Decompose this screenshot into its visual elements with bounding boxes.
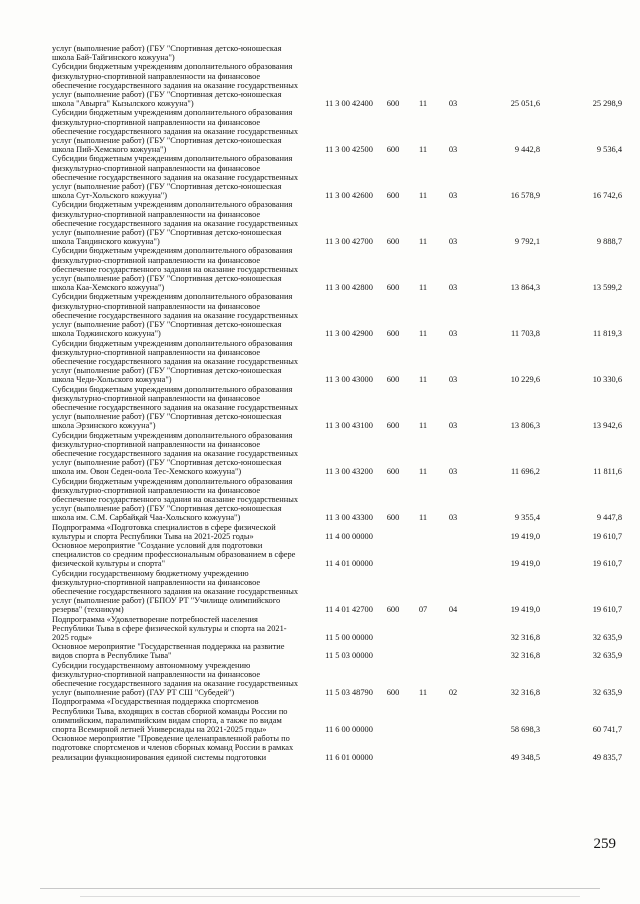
row-amount-2022: 11 811,6 [593, 467, 622, 477]
budget-table [52, 44, 622, 762]
table-row [52, 697, 622, 734]
row-amount-2022: 25 298,9 [592, 99, 622, 109]
row-pr [438, 541, 468, 569]
row-amount-2021: 19 419,0 [510, 605, 540, 615]
row-rz: 11 [418, 688, 428, 698]
row-pr: 03 [448, 145, 458, 155]
row-vr [378, 523, 408, 541]
table-row [52, 615, 622, 643]
table-row [52, 541, 622, 569]
row-amount-2022: 19 610,7 [592, 531, 622, 541]
row-name: Основное мероприятие "Проведение целенаправленной работы по подготовке спортсменов и членов сборных команд России в рамках реализации функционирования единой системы подготовки [52, 734, 294, 762]
row-pr: 02 [448, 688, 458, 698]
row-vr: 600 [386, 513, 400, 523]
row-vr: 600 [386, 237, 400, 247]
row-amount-2021: 9 792,1 [514, 237, 540, 247]
table-row [52, 62, 622, 108]
row-pr: 03 [448, 329, 458, 339]
row-rz [408, 642, 438, 660]
row-amount-2021: 16 578,9 [510, 191, 540, 201]
table-row [52, 200, 622, 246]
row-amount-2022: 60 741,7 [592, 725, 622, 735]
row-pr: 03 [448, 191, 458, 201]
row-name: Субсидии бюджетным учреждениям дополнительного образования физкультурно-спортивной направленности на финансовое обеспечение государственного задания на оказание государственных услуг (выполнение работ) (ГБУ "Спортивная детско-юношеская школа Каа-Хемского кожууна") [52, 246, 299, 293]
table-row [52, 246, 622, 292]
row-amount-2021 [468, 44, 540, 62]
row-pr [438, 523, 468, 541]
row-pr [438, 642, 468, 660]
row-pr [438, 734, 468, 762]
row-amount-2022: 49 835,7 [592, 752, 622, 762]
table-row [52, 523, 622, 541]
row-name: Субсидии бюджетным учреждениям дополнительного образования физкультурно-спортивной направленности на финансовое обеспечение государственного задания на оказание государственных услуг (выполнение работ) (ГБУ "Спортивная детско-юношеская школа Чеди-Хольского кожууна") [52, 338, 299, 385]
row-vr [378, 44, 408, 62]
row-rz [408, 615, 438, 643]
table-row [52, 339, 622, 385]
row-code: 11 3 00 42600 [325, 191, 373, 201]
row-amount-2022: 11 819,3 [592, 329, 622, 339]
row-pr: 03 [448, 421, 458, 431]
row-name: Субсидии бюджетным учреждениям дополнительного образования физкультурно-спортивной направленности на финансовое обеспечение государственного задания на оказание государственных услуг (выполнение работ) (ГБУ "Спортивная детско-юношеская школа "Авырга" Кызылского кожууна") [52, 62, 299, 109]
row-vr: 600 [386, 191, 400, 201]
row-pr: 03 [448, 513, 458, 523]
row-rz [408, 44, 438, 62]
row-name: Субсидии бюджетным учреждениям дополнительного образования физкультурно-спортивной направленности на финансовое обеспечение государственного задания на оказание государственных услуг (выполнение работ) (ГБУ "Спортивная детско-юношеская школа им. Овон Седен-оола Тес-Хемского кожууна") [52, 430, 299, 477]
scan-edge-line [40, 888, 600, 889]
row-rz [408, 734, 438, 762]
row-amount-2022: 13 942,6 [592, 421, 622, 431]
row-name: Субсидии государственному бюджетному учреждению физкультурно-спортивной направленности на финансовое обеспечение государственного задания на оказание государственных услуг (выполнение работ) (ГБПОУ РТ "Училище олимпийского резерва" (техникум) [52, 568, 299, 615]
table-body [52, 44, 622, 762]
table-row [52, 661, 622, 698]
row-code: 11 5 03 48790 [325, 688, 373, 698]
row-pr: 03 [448, 283, 458, 293]
row-amount-2022: 19 610,7 [592, 559, 622, 569]
row-amount-2021: 32 316,8 [510, 688, 540, 698]
row-code: 11 4 01 00000 [325, 559, 373, 569]
row-vr: 600 [386, 375, 400, 385]
row-rz: 07 [418, 605, 428, 615]
table-row [52, 154, 622, 200]
row-name: Субсидии бюджетным учреждениям дополнительного образования физкультурно-спортивной направленности на финансовое обеспечение государственного задания на оказание государственных услуг (выполнение работ) (ГБУ "Спортивная детско-юношеская школа Пий-Хемского кожууна") [52, 108, 299, 155]
row-name: Субсидии бюджетным учреждениям дополнительного образования физкультурно-спортивной направленности на финансовое обеспечение государственного задания на оказание государственных услуг (выполнение работ) (ГБУ "Спортивная детско-юношеская школа Тандинского кожууна") [52, 200, 299, 247]
row-amount-2022: 9 888,7 [596, 237, 622, 247]
row-amount-2022: 32 635,9 [592, 688, 622, 698]
row-name: Субсидии государственному автономному учреждению физкультурно-спортивной направленности на финансовое обеспечение государственного задания на оказание государственных услуг (выполнение работ) (ГАУ РТ СШ "Субедей") [52, 660, 299, 698]
row-amount-2022: 19 610,7 [592, 605, 622, 615]
table-row [52, 734, 622, 762]
row-code [320, 44, 378, 62]
row-rz: 11 [418, 513, 428, 523]
row-amount-2021: 19 419,0 [510, 531, 540, 541]
row-amount-2021: 58 698,3 [510, 725, 540, 735]
row-code: 11 6 01 00000 [325, 752, 373, 762]
row-vr [378, 642, 408, 660]
row-rz [408, 697, 438, 734]
row-vr: 600 [386, 99, 400, 109]
row-amount-2022: 9 536,4 [596, 145, 622, 155]
row-amount-2021: 13 806,3 [510, 421, 540, 431]
row-amount-2021: 25 051,6 [510, 99, 540, 109]
row-code: 11 3 00 42500 [325, 145, 373, 155]
row-name: Основное мероприятие "Создание условий для подготовки специалистов со средним профессиональным образованием в сфере физической культуры и спорта" [52, 540, 296, 569]
row-rz [408, 541, 438, 569]
row-amount-2021: 19 419,0 [510, 559, 540, 569]
row-vr: 600 [386, 688, 400, 698]
row-amount-2021: 32 316,8 [510, 633, 540, 642]
row-code: 11 3 00 42900 [325, 329, 373, 339]
row-name: Субсидии бюджетным учреждениям дополнительного образования физкультурно-спортивной направленности на финансовое обеспечение государственного задания на оказание государственных услуг (выполнение работ) (ГБУ "Спортивная детско-юношеская школа Тоджинского кожууна") [52, 292, 299, 339]
row-pr [438, 44, 468, 62]
row-code: 11 5 03 00000 [325, 651, 373, 661]
row-pr: 03 [448, 467, 458, 477]
row-vr [378, 697, 408, 734]
row-pr [438, 697, 468, 734]
row-amount-2022: 32 635,9 [592, 633, 622, 642]
row-vr: 600 [386, 467, 400, 477]
row-amount-2021: 32 316,8 [510, 651, 540, 661]
row-name: услуг (выполнение работ) (ГБУ "Спортивная детско-юношеская школа Бай-Тайгинского кожууна") [52, 44, 282, 63]
row-rz: 11 [418, 237, 428, 247]
row-amount-2021: 11 703,8 [510, 329, 540, 339]
row-rz: 11 [418, 421, 428, 431]
table-row [52, 431, 622, 477]
row-name: Основное мероприятие "Государственная поддержка на развитие видов спорта в Республике Тыва" [52, 642, 285, 661]
table-row [52, 292, 622, 338]
row-amount-2021: 13 864,3 [510, 283, 540, 293]
row-name: Подпрограмма «Подготовка специалистов в сфере физической культуры и спорта Республики Тыва на 2021-2025 годы» [52, 522, 276, 541]
row-rz: 11 [418, 329, 428, 339]
row-pr: 03 [448, 99, 458, 109]
table-row [52, 108, 622, 154]
row-vr: 600 [386, 605, 400, 615]
row-pr: 04 [448, 605, 458, 615]
row-amount-2021: 9 442,8 [514, 145, 540, 155]
row-rz: 11 [418, 283, 428, 293]
page-number: 259 [593, 836, 616, 852]
row-amount-2021: 9 355,4 [514, 513, 540, 523]
table-row [52, 477, 622, 523]
row-code: 11 6 00 00000 [325, 725, 373, 735]
row-code: 11 3 00 43000 [325, 375, 373, 385]
row-rz: 11 [418, 467, 428, 477]
row-vr: 600 [386, 283, 400, 293]
row-vr: 600 [386, 145, 400, 155]
table-row [52, 44, 622, 62]
row-name: Субсидии бюджетным учреждениям дополнительного образования физкультурно-спортивной направленности на финансовое обеспечение государственного задания на оказание государственных услуг (выполнение работ) (ГБУ "Спортивная детско-юношеская школа Эрзинского кожууна") [52, 384, 299, 431]
row-rz: 11 [418, 99, 428, 109]
row-code: 11 4 00 00000 [325, 531, 373, 541]
row-code: 11 4 01 42700 [325, 605, 373, 615]
row-amount-2022: 32 635,9 [592, 651, 622, 661]
scan-edge-line [80, 896, 580, 897]
table-row [52, 642, 622, 660]
row-pr: 03 [448, 237, 458, 247]
row-name: Подпрограмма «Государственная поддержка спортсменов Республики Тыва, входящих в состав сборной команды России по олимпийским, паралимпийским видам спорта, а также по видам спорта Всемирной летней Универсиады на 2021-2025 годы» [52, 697, 288, 735]
row-vr [378, 734, 408, 762]
row-vr: 600 [386, 421, 400, 431]
row-vr [378, 615, 408, 643]
table-row [52, 569, 622, 615]
row-amount-2022: 10 330,6 [592, 375, 622, 385]
row-code: 11 3 00 43100 [325, 421, 373, 431]
row-amount-2021: 49 348,5 [510, 752, 540, 762]
row-name: Подпрограмма «Удовлетворение потребностей населения Республики Тыва в сфере физической культуры и спорта на 2021- 2025 годы» [52, 614, 287, 642]
row-name: Субсидии бюджетным учреждениям дополнительного образования физкультурно-спортивной направленности на финансовое обеспечение государственного задания на оказание государственных услуг (выполнение работ) (ГБУ "Спортивная детско-юношеская школа Сут-Хольского кожууна") [52, 154, 299, 201]
table-row [52, 385, 622, 431]
row-code: 11 3 00 42400 [325, 99, 373, 109]
row-code: 11 3 00 43300 [325, 513, 373, 523]
row-amount-2022: 16 742,6 [592, 191, 622, 201]
row-rz: 11 [418, 145, 428, 155]
row-vr: 600 [386, 329, 400, 339]
row-amount-2022: 13 599,2 [592, 283, 622, 293]
row-code: 11 5 00 00000 [325, 633, 373, 642]
row-amount-2022 [540, 44, 622, 62]
row-pr [438, 615, 468, 643]
row-code: 11 3 00 42700 [325, 237, 373, 247]
row-rz: 11 [418, 375, 428, 385]
row-code: 11 3 00 42800 [325, 283, 373, 293]
row-pr: 03 [448, 375, 458, 385]
row-name: Субсидии бюджетным учреждениям дополнительного образования физкультурно-спортивной направленности на финансовое обеспечение государственного задания на оказание государственных услуг (выполнение работ) (ГБУ "Спортивная детско-юношеская школа им. С.М. Сарбайқай Чаа-Хольского кожууна") [52, 476, 299, 523]
row-rz: 11 [418, 191, 428, 201]
row-amount-2021: 11 696,2 [510, 467, 540, 477]
row-code: 11 3 00 43200 [325, 467, 373, 477]
row-vr [378, 541, 408, 569]
row-rz [408, 523, 438, 541]
row-amount-2022: 9 447,8 [596, 513, 622, 523]
row-amount-2021: 10 229,6 [510, 375, 540, 385]
